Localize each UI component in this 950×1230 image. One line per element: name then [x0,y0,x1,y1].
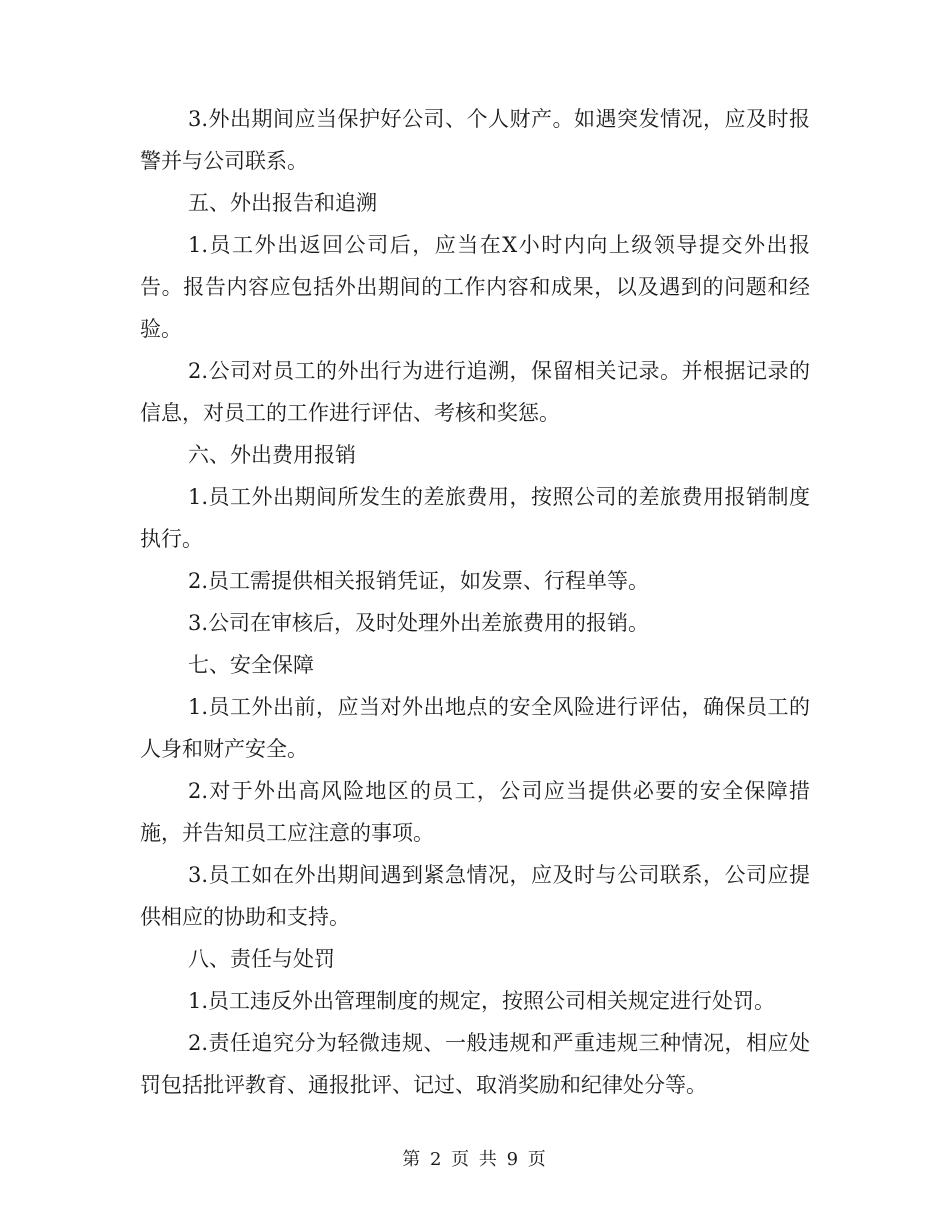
paragraph-7-3: 3.员工如在外出期间遇到紧急情况，应及时与公司联系，公司应提供相应的协助和支持。 [140,863,810,929]
section-heading-5: 五、外出报告和追溯 [188,191,377,215]
section-heading-6: 六、外出费用报销 [188,443,356,467]
section-heading-7: 七、安全保障 [188,653,314,677]
document-body [140,98,810,1106]
paragraph-5-1: 1.员工外出返回公司后，应当在X小时内向上级领导提交外出报告。报告内容应包括外出期间的工作内容和成果，以及遇到的问题和经验。 [140,233,810,341]
paragraph-6-1: 1.员工外出期间所发生的差旅费用，按照公司的差旅费用报销制度执行。 [140,485,810,551]
paragraph-6-3: 3.公司在审核后，及时处理外出差旅费用的报销。 [188,611,650,635]
paragraph-5-2: 2.公司对员工的外出行为进行追溯，保留相关记录。并根据记录的信息，对员工的工作进行评估、考核和奖惩。 [140,359,810,425]
paragraph-6-2: 2.员工需提供相关报销凭证，如发票、行程单等。 [188,569,650,593]
paragraph-7-1: 1.员工外出前，应当对外出地点的安全风险进行评估，确保员工的人身和财产安全。 [140,695,810,761]
paragraph-8-2: 2.责任追究分为轻微违规、一般违规和严重违规三种情况，相应处罚包括批评教育、通报批评、记过、取消奖励和纪律处分等。 [140,1031,810,1097]
page-number-footer: 第 2 页 共 9 页 [402,1149,548,1170]
paragraph-5-3: 3.外出期间应当保护好公司、个人财产。如遇突发情况，应及时报警并与公司联系。 [140,107,810,173]
paragraph-7-2: 2.对于外出高风险地区的员工，公司应当提供必要的安全保障措施，并告知员工应注意的事项。 [140,779,810,845]
paragraph-8-1: 1.员工违反外出管理制度的规定，按照公司相关规定进行处罚。 [188,989,776,1013]
section-heading-8: 八、责任与处罚 [188,947,335,971]
